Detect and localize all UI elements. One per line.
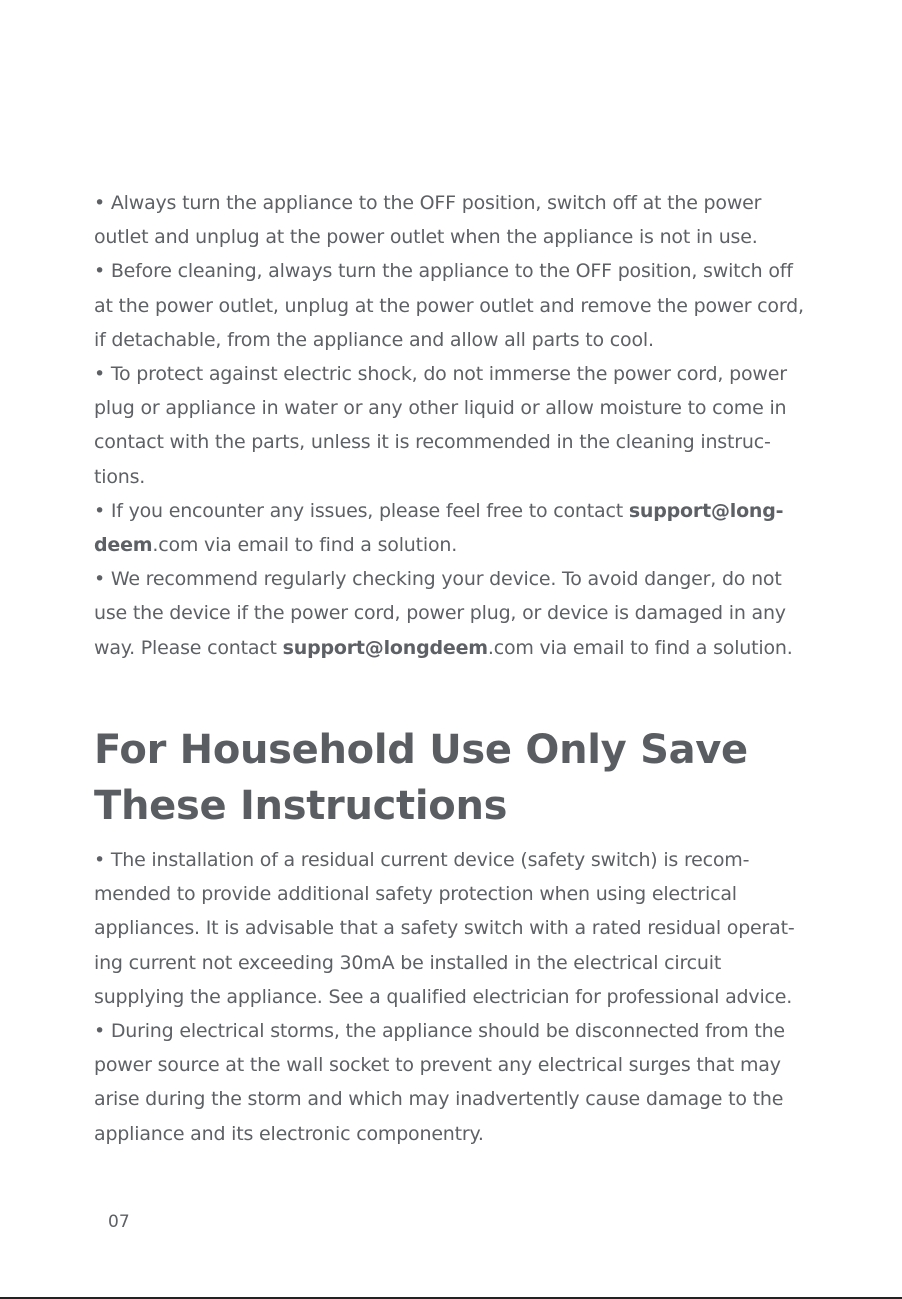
page-number: 07	[108, 1212, 130, 1232]
support-email-link[interactable]: support@long-deem	[94, 499, 784, 557]
instruction-electric-shock: • To protect against electric shock, do not immerse the power cord, power plug or appliance in water or any other liquid or allow moisture to come in contact with the parts, unless it is recommended in the cleaning instruc-tions.	[94, 363, 787, 488]
support-email-link-2[interactable]: support@longdeem	[282, 636, 488, 659]
instruction-electrical-storms: • During electrical storms, the appliance should be disconnected from the power source at the wall socket to prevent any electrical surges that may arise during the storm and which may inadvertently cause damage to the appliance and its electronic componentry.	[94, 1020, 785, 1145]
contact-text-end: .com via email to find a solution.	[152, 534, 458, 557]
instruction-off-position: • Always turn the appliance to the OFF position, switch off at the power outlet and unplug at the power outlet when the appliance is not in use.	[94, 192, 762, 249]
check-text-start: • We recommend regularly checking your device. To avoid danger, do not use the device if the power cord, power plug, or device is damaged in any way. Please contact	[94, 568, 786, 659]
instruction-residual-current-device: • The installation of a residual current device (safety switch) is recom-mended to provide additional safety protection when using electrical appliances. It is advisable that a safety switch with a rated residual operat-ing current not exceeding 30mA be installed in the electrical circuit supplying the appliance. See a qualified electrician for professional advice.	[94, 849, 795, 1008]
instruction-before-cleaning: • Before cleaning, always turn the appliance to the OFF position, switch off at the power outlet, unplug at the power outlet and remove the power cord, if detachable, from the appliance and allow all parts to cool.	[94, 260, 804, 351]
contact-text-start: • If you encounter any issues, please feel free to contact	[94, 499, 629, 522]
section-heading: For Household Use Only Save These Instructions	[94, 727, 748, 829]
instruction-check-device	[94, 562, 814, 665]
check-text-end: .com via email to find a solution.	[487, 636, 793, 659]
instruction-contact-support	[94, 494, 814, 562]
safety-instructions-top	[94, 186, 814, 665]
safety-instructions-bottom	[94, 843, 814, 1151]
